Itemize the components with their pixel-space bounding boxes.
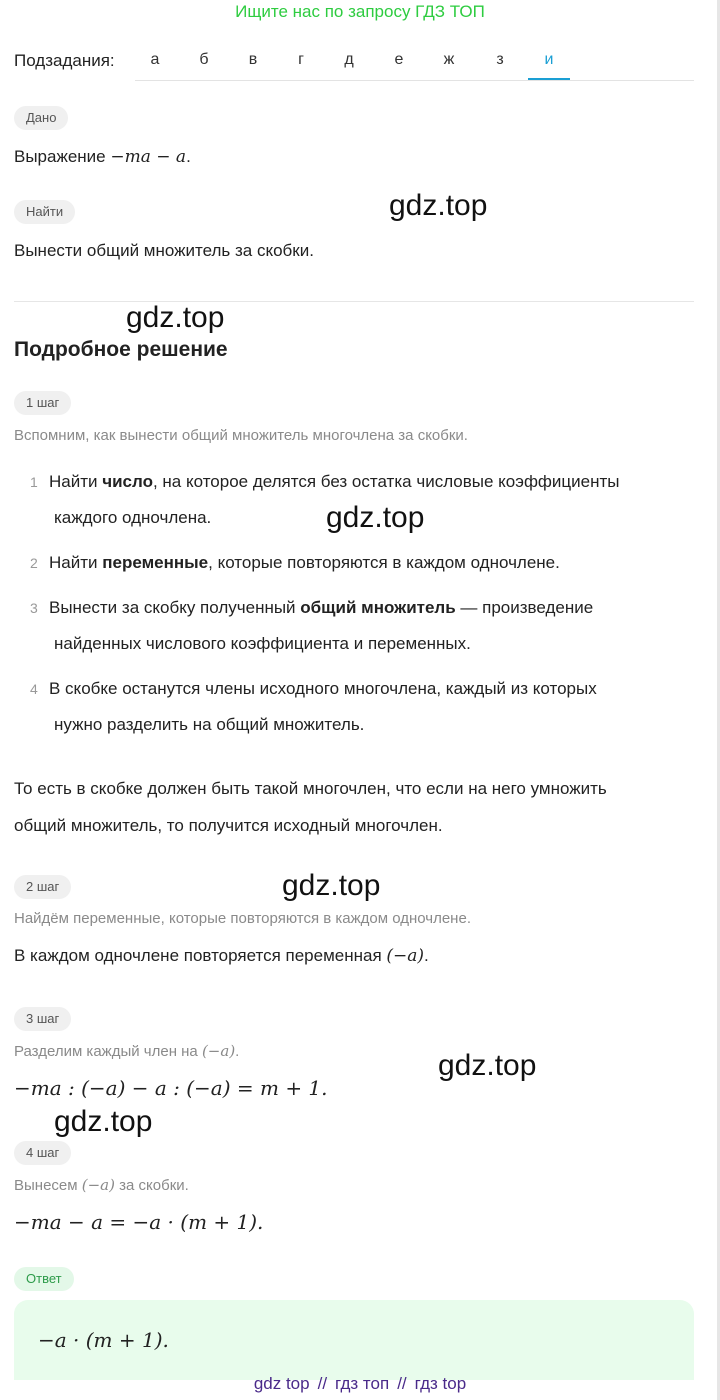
list-text: Найти [49,553,103,572]
list-number: 2 [30,555,38,571]
step2-label: В каждом одночлене повторяется переменная [14,946,382,965]
watermark: gdz.top [326,501,425,534]
given-expression: −ma − a [110,147,187,167]
list-text: В скобке останутся члены исходного многочлена, каждый из которых [49,679,597,698]
step2-text [14,944,429,968]
list-text-cont: каждого одночлена. [54,508,212,527]
step4-caption [14,1174,189,1197]
list-text: , на которое делятся без остатка числовые коэффициенты [152,472,620,491]
watermark: gdz.top [282,869,381,902]
list-bold: переменные [102,553,209,572]
step2-end: . [424,946,429,965]
step3-caption-text: Разделим каждый член на [14,1043,198,1060]
footer-separator: // [397,1374,407,1393]
list-item [30,590,690,662]
promo-banner[interactable]: Ищите нас по запросу ГДЗ ТОП [235,2,485,21]
step3-caption [14,1040,239,1063]
list-number: 4 [30,681,38,697]
list-text: — произведение [455,598,594,617]
list-text: Вынести за скобку полученный [49,598,301,617]
step4-caption-text: Вынесем [14,1177,78,1194]
step1-caption: Вспомним, как вынести общий множитель многочлена за скобки. [14,427,468,444]
summary-line: То есть в скобке должен быть такой многочлен, что если на него умножить [14,779,607,798]
tab-a[interactable]: а [150,51,160,68]
given-end: . [186,147,191,166]
watermark: gdz.top [126,301,225,334]
tab-b[interactable]: б [199,51,209,68]
subtask-tabs [135,48,694,81]
find-badge: Найти [14,200,75,224]
step2-caption: Найдём переменные, которые повторяются в каждом одночлене. [14,910,471,927]
watermark: gdz.top [389,189,488,222]
subtasks-label: Подзадания: [14,51,115,70]
answer-box [14,1300,694,1380]
given-text [14,145,191,169]
step2-badge: 2 шаг [14,875,71,899]
tab-d[interactable]: д [344,51,354,68]
summary-line: общий множитель, то получится исходный многочлен. [14,816,443,835]
step4-formula: −ma − a = −a · (m + 1). [14,1210,264,1234]
watermark: gdz.top [438,1049,537,1082]
answer-formula: −a · (m + 1). [38,1328,169,1352]
footer-link[interactable]: гдз топ [335,1374,390,1393]
list-item [30,671,690,743]
solution-title: Подробное решение [14,338,228,361]
tab-v[interactable]: в [248,51,258,68]
step3-caption-expression: (−a) [201,1042,236,1060]
subtasks-nav [14,48,694,80]
list-text-cont: нужно разделить на общий множитель. [54,715,365,734]
tab-g[interactable]: г [298,51,304,68]
step4-badge: 4 шаг [14,1141,71,1165]
list-bold: число [102,472,153,491]
step4-caption-expression: (−a) [81,1176,115,1194]
tab-zh[interactable]: ж [443,51,455,68]
footer-separator: // [317,1374,328,1393]
watermark: gdz.top [54,1105,153,1138]
answer-badge: Ответ [14,1267,74,1291]
step3-caption-end: . [235,1043,240,1060]
step2-expression: (−a) [386,946,425,966]
section-divider [14,301,694,302]
footer-link[interactable]: гдз top [414,1374,467,1393]
footer-links [0,1374,720,1394]
list-item [30,545,690,581]
step3-formula: −ma : (−a) − a : (−a) = m + 1. [14,1076,328,1100]
footer-link[interactable]: gdz top [253,1374,310,1393]
tab-z[interactable]: з [496,51,504,68]
list-text-cont: найденных числового коэффициента и переменных. [54,634,471,653]
step1-summary [14,770,694,844]
tab-i-active[interactable]: и [529,51,569,69]
step1-badge: 1 шаг [14,391,71,415]
given-label: Выражение [14,147,106,166]
list-text: , которые повторяются в каждом одночлене. [208,553,560,572]
list-text: Найти [49,472,103,491]
step3-badge: 3 шаг [14,1007,71,1031]
list-bold: общий множитель [300,598,456,617]
tab-e[interactable]: е [394,51,404,68]
list-number: 3 [30,600,38,616]
given-badge: Дано [14,106,68,130]
step4-caption-end: за скобки. [119,1177,189,1194]
list-number: 1 [30,474,38,490]
find-text: Вынести общий множитель за скобки. [14,241,314,260]
